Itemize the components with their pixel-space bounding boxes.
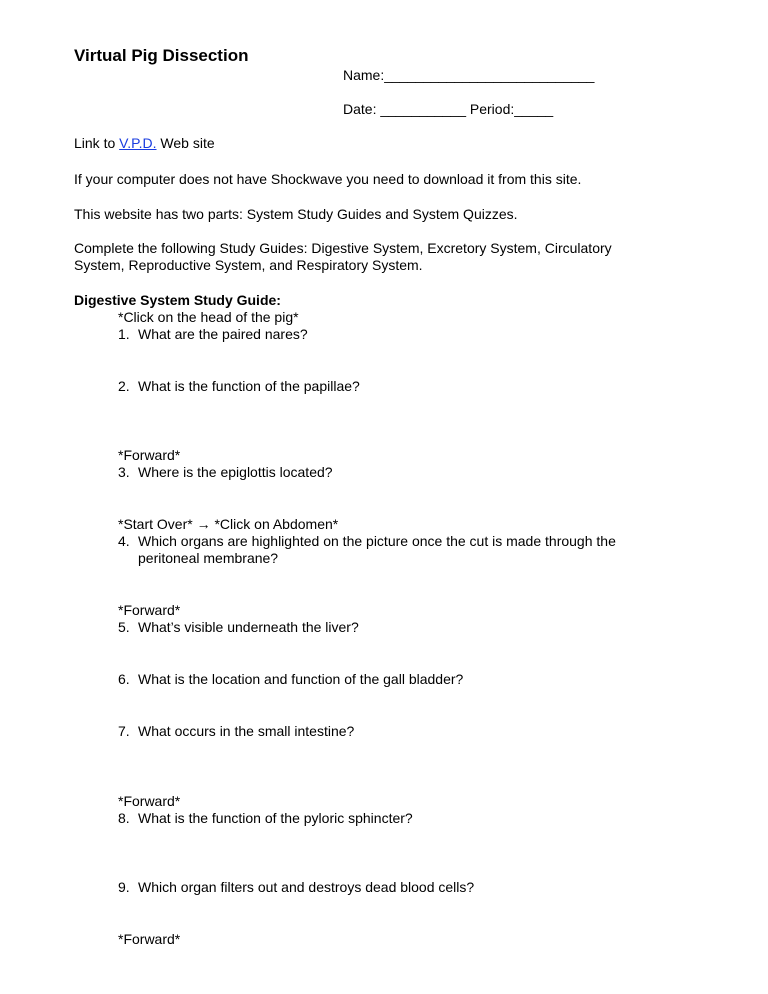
question-text: Which organ filters out and destroys dead blood cells? — [138, 879, 475, 895]
question-number: 4. — [118, 533, 130, 549]
question-4 — [118, 533, 616, 550]
click-abdomen-text: *Click on Abdomen* — [214, 516, 339, 532]
instruction-forward: *Forward* — [118, 602, 181, 618]
question-6 — [118, 671, 463, 688]
website-link-line — [74, 135, 215, 152]
question-text: What is the function of the pyloric sphincter? — [138, 810, 413, 826]
question-text: peritoneal membrane? — [138, 550, 279, 566]
question-9 — [118, 879, 474, 896]
shockwave-note: If your computer does not have Shockwave you need to download it from this site. — [74, 171, 582, 187]
study-guide-heading: Digestive System Study Guide: — [74, 292, 281, 308]
question-number: 6. — [118, 671, 130, 687]
question-text: What are the paired nares? — [138, 326, 308, 342]
instruction-forward: *Forward* — [118, 447, 181, 463]
complete-instructions-line-2: System, Reproductive System, and Respiratory System. — [74, 257, 423, 273]
instruction-forward: *Forward* — [118, 931, 181, 947]
question-1 — [118, 326, 308, 343]
instruction-click-head: *Click on the head of the pig* — [118, 309, 299, 325]
link-suffix: Web site — [156, 135, 215, 151]
instruction-forward: *Forward* — [118, 793, 181, 809]
question-number: 8. — [118, 810, 130, 826]
question-number: 7. — [118, 723, 130, 739]
question-8 — [118, 810, 413, 827]
question-2 — [118, 378, 360, 395]
question-text: What’s visible underneath the liver? — [138, 619, 359, 635]
parts-note: This website has two parts: System Study Guides and System Quizzes. — [74, 206, 518, 222]
question-3 — [118, 464, 333, 481]
vpd-link[interactable]: V.P.D. — [119, 135, 157, 151]
instruction-start-over — [118, 516, 338, 533]
question-4-continued — [118, 550, 278, 567]
question-text: What is the location and function of the gall bladder? — [138, 671, 464, 687]
link-prefix: Link to — [74, 135, 120, 151]
question-5 — [118, 619, 359, 636]
question-text: Which organs are highlighted on the picture once the cut is made through the — [138, 533, 616, 549]
question-number: 1. — [118, 326, 130, 342]
start-over-text: *Start Over* — [118, 516, 193, 532]
question-7 — [118, 723, 354, 740]
date-period-line: Date: ___________ Period:_____ — [343, 101, 554, 117]
question-number: 5. — [118, 619, 130, 635]
complete-instructions-line-1: Complete the following Study Guides: Digestive System, Excretory System, Circulatory — [74, 240, 612, 256]
right-arrow-icon: → — [196, 516, 211, 532]
question-number: 9. — [118, 879, 130, 895]
name-field-line: Name:___________________________ — [343, 67, 595, 83]
document-title: Virtual Pig Dissection — [74, 46, 249, 65]
question-number: 3. — [118, 464, 130, 480]
question-text: What occurs in the small intestine? — [138, 723, 355, 739]
question-text: What is the function of the papillae? — [138, 378, 360, 394]
question-text: Where is the epiglottis located? — [138, 464, 333, 480]
question-number: 2. — [118, 378, 130, 394]
